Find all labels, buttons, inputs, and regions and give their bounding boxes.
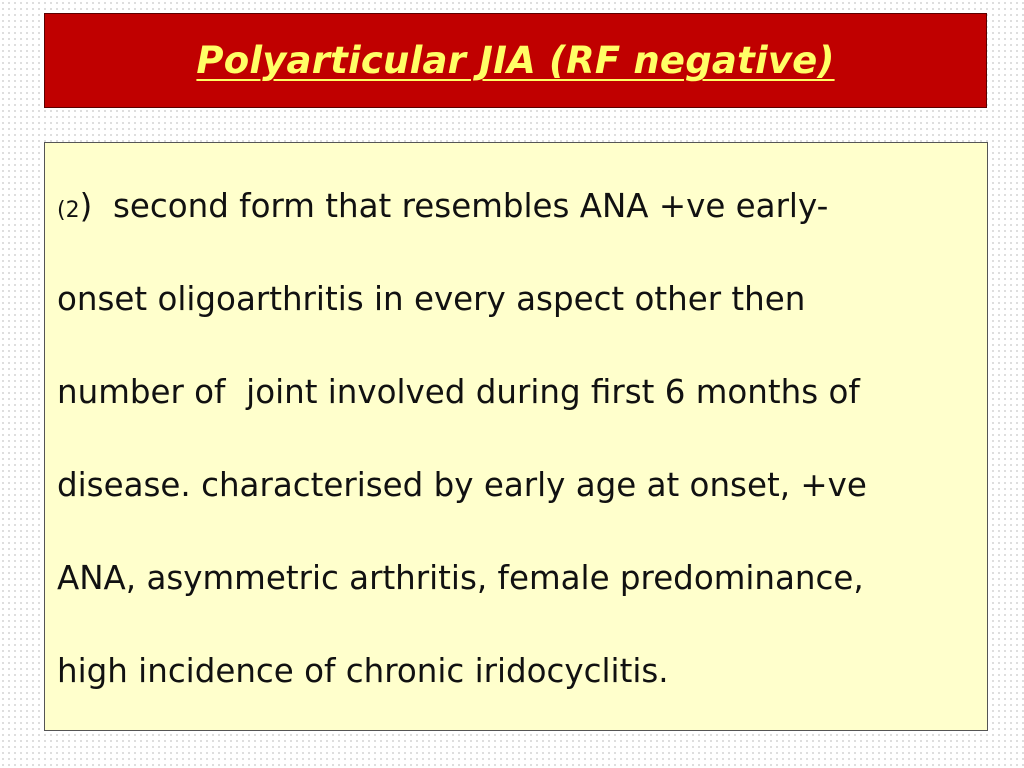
item-close-paren: )	[79, 187, 93, 225]
text-line-2	[57, 269, 987, 362]
text-line-3	[57, 362, 987, 455]
text-line-1	[57, 176, 987, 269]
title-banner	[44, 13, 987, 108]
content-panel	[44, 142, 988, 731]
item-number: 2	[65, 198, 80, 223]
body-line-text: number of joint involved during first 6 months of	[57, 373, 860, 411]
body-line-text: onset oligoarthritis in every aspect other then	[57, 280, 806, 318]
body-line-text: ANA, asymmetric arthritis, female predominance,	[57, 559, 864, 597]
body-line-text: disease. characterised by early age at onset, +ve	[57, 466, 867, 504]
body-line-text: high incidence of chronic iridocyclitis.	[57, 652, 669, 690]
text-line-5	[57, 548, 987, 641]
text-line-6	[57, 641, 987, 734]
body-line-text: second form that resembles ANA +ve early-	[92, 187, 829, 225]
item-open-paren: (	[57, 198, 66, 223]
slide-title: Polyarticular JIA (RF negative)	[196, 39, 835, 82]
text-line-4	[57, 455, 987, 548]
